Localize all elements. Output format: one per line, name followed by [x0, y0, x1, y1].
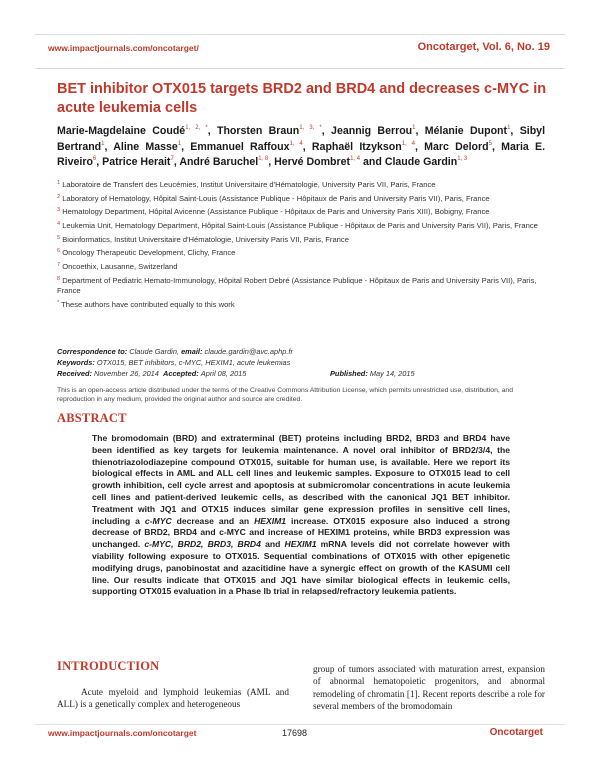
author-name: André Baruchel	[179, 156, 259, 168]
author-name: Marc Delord	[424, 140, 489, 153]
affiliation-text: Bioinformatics, Institut Universitaire d'Hématologie, University Paris VII, Paris, France	[62, 234, 349, 244]
author-name: Sibyl Bertrand	[57, 125, 546, 153]
author-affiliation-marker: 1, 4	[350, 156, 361, 162]
abstract-segment: mRNA levels did not correlate however with viability following exposure to OTX015. Sequential combinations of OTX015 with other epigenetic modifying drugs, panobinostat and azacitidine have a synergic effect on growth of the KASUMI cell line. Our results indicate that OTX015 and JQ1 have similar biological effects in leukemic cells, supporting OTX015 evaluation in a Phase Ib trial in relapsed/refractory leukemia patients.	[92, 539, 510, 597]
accepted-label: Accepted:	[163, 369, 199, 378]
author-affiliation-marker: 6	[92, 156, 97, 162]
affiliation-text: These authors have contributed equally to this work	[61, 300, 235, 309]
author-affiliation-marker: 1	[507, 125, 511, 131]
affiliation-text: Oncoethix, Lausanne, Switzerland	[62, 262, 178, 272]
affiliation-marker: 8	[57, 275, 61, 282]
abstract-segment: The bromodomain (BRD) and extraterminal (BET) proteins including BRD2, BRD3 and BRD4 have been identified as key targets for leukemia maintenance. A novel oral inhibitor of BRD2/3/4, the thienotriazolodiazepine compound OTX015, suitable for human use, is available. Here we report its biological effects in AML and ALL cell lines and leukemic samples. Exposure to OTX015 lead to cell growth inhibition, cell cycle arrest and apoptosis at submicromolar concentrations in acute leukemia cell lines and patient-derived leukemic cells, as described with the canonical JQ1 BET inhibitor. Treatment with JQ1 and OTX15 induces similar gene expression profiles in sensitive cell lines, including a	[92, 433, 510, 526]
abstract-segment: increase. OTX015 exposure also induced a strong decrease of BRD2, BRD4 and c-MYC and increase of HEXIM1 proteins, while BRD3 expression was unchanged.	[92, 515, 510, 550]
affiliation-text: Leukemia Unit, Hematology Department, Hôpital Saint-Louis (Assistance Publique - Hôpitaux de Paris and University Paris VII), Paris, France	[62, 221, 538, 231]
author-name: Mélanie Dupont	[424, 125, 508, 137]
affiliation-marker: 1	[57, 180, 61, 186]
author-affiliation-marker: 1	[101, 140, 105, 147]
affiliation-text: Department of Pediatric Hemato-Immunology, Hôpital Robert Debré (Assistance Publique - Hôpitaux de Paris and University Paris VII), Paris, France	[57, 275, 537, 296]
author-affiliation-marker: 1, 3, *	[299, 125, 322, 131]
affiliation-item	[57, 248, 547, 259]
correspondence-line	[57, 347, 547, 357]
introduction-col2-text: group of tumors associated with maturation arrest, expansion of abnormal hematopoietic progenitors, and abnormal remodeling of chromatin [1]. Recent reports describe a role for several members of the bromodomain	[313, 664, 545, 712]
page-number: 17698	[282, 728, 308, 738]
correspondence-email[interactable]: claude.gardin@avc.aphp.fr	[204, 347, 293, 356]
introduction-col1-text: Acute myeloid and lymphoid leukemias (AML and ALL) is a genetically complex and heterogeneous	[57, 687, 289, 710]
author-affiliation-marker: 1, 8	[258, 156, 269, 162]
author-name: Jeannig Berrou	[331, 125, 413, 137]
affiliation-list	[57, 180, 547, 314]
license-statement: This is an open-access article distributed under the terms of the Creative Commons Attribution License, which permits unrestricted use, distribution, and reproduction in any medium, provided the original author and source are credited.	[57, 387, 513, 403]
author-affiliation-marker: 1, 4	[289, 140, 303, 147]
abstract-segment: decrease and an	[171, 515, 255, 526]
affiliation-item	[57, 207, 547, 218]
abstract-segment: and	[260, 539, 285, 550]
affiliation-marker: 3	[57, 207, 61, 214]
affiliation-item	[57, 194, 547, 205]
abstract-gene-term: HEXIM1	[254, 515, 287, 526]
received-label: Received:	[57, 369, 92, 378]
footer-journal-name: Oncotarget	[489, 727, 543, 738]
affiliation-item	[57, 276, 547, 297]
affiliation-item	[57, 300, 547, 311]
affiliation-item	[57, 262, 547, 273]
affiliation-item	[57, 235, 547, 246]
affiliation-text: Laboratoire de Transfert des Leucémies, Institut Universitaire d'Hématologie, University Paris VII, Paris, France	[62, 180, 436, 189]
author-affiliation-marker: 1	[177, 140, 182, 147]
article-title: BET inhibitor OTX015 targets BRD2 and BRD4 and decreases c-MYC in acute leukemia cells	[57, 81, 547, 116]
keywords-line	[57, 358, 547, 368]
author-affiliation-marker: 1, 3	[457, 156, 468, 162]
affiliation-text: Hematology Department, Hôpital Avicenne (Assistance Publique - Hôpitaux de Paris and University Paris XIII), Bobigny, France	[62, 207, 490, 217]
published-date: May 14, 2015	[369, 369, 415, 378]
author-name: Thorsten Braun	[216, 125, 300, 137]
email-label: email:	[181, 347, 203, 356]
author-name: Patrice Herait	[102, 156, 171, 168]
abstract-gene-term: HEXIM1	[284, 539, 317, 550]
keywords-label: Keywords:	[57, 358, 95, 367]
author-name: Marie-Magdelaine Coudé	[57, 125, 186, 137]
author-name: Maria E. Riveiro	[57, 140, 546, 168]
introduction-heading: INTRODUCTION	[57, 659, 160, 673]
footer-divider	[35, 724, 565, 725]
affiliation-marker: 2	[57, 193, 61, 200]
author-name: Aline Masse	[113, 140, 178, 153]
affiliation-marker: 7	[57, 262, 61, 269]
correspondence-name: Claude Gardin,	[129, 347, 179, 356]
published-label: Published:	[330, 369, 368, 378]
abstract-heading: ABSTRACT	[57, 411, 127, 425]
author-affiliation-marker: 7	[170, 156, 174, 162]
author-affiliation-marker: 1	[412, 125, 416, 131]
affiliation-text: Oncology Therapeutic Development, Clichy, France	[62, 248, 236, 258]
abstract-text	[92, 433, 510, 598]
author-name: Claude Gardin	[384, 156, 458, 168]
author-affiliation-marker: 5	[488, 140, 492, 147]
author-affiliation-marker: 1, 4	[401, 140, 415, 147]
received-date: November 26, 2014	[93, 369, 159, 378]
abstract-gene-term: c-MYC	[144, 515, 172, 526]
author-name: Hervé Dombret	[274, 156, 351, 168]
accepted-date: April 08, 2015	[200, 369, 247, 378]
abstract-gene-term: c-MYC, BRD2, BRD3, BRD4	[144, 539, 261, 550]
affiliation-marker: 5	[57, 234, 61, 241]
author-affiliation-marker: 1, 2, *	[185, 125, 208, 131]
correspondence-label: Correspondence to:	[57, 347, 128, 356]
author-name: Raphaël Itzykson	[311, 140, 402, 153]
header-journal-url[interactable]: www.impactjournals.com/oncotarget/	[48, 43, 199, 53]
affiliation-marker: *	[57, 300, 60, 306]
author-list: Marie-Magdelaine Coudé$^{1, 2, *}$, Thorsten Braun$^{1, 3, *}$, Jeannig Berrou$^1$, Mélanie Dupont$^1$, Sibyl Bertrand$^1$, Aline Masse$^1$, Emmanuel Raffoux$^{1, 4}$, Raphaël Itzykson$^{1, 4}$, Marc Delord$^5$, Maria E. Riveiro$^6$, Patrice Herait$^7$, André Baruchel$^{1, 8}$, Hervé Dombret$^{1, 4}$ and Claude Gardin$^{1, 3}$	[57, 125, 546, 168]
header-journal-citation: Oncotarget, Vol. 6, No. 19	[417, 41, 550, 53]
affiliation-marker: 4	[57, 221, 61, 228]
keywords-text: OTX015, BET inhibitors, c-MYC, HEXIM1, acute leukemias	[96, 358, 291, 367]
affiliation-text: Laboratory of Hematology, Hôpital Saint-Louis (Assistance Publique - Hôpitaux de Paris and University Paris VII), Paris, France	[62, 193, 490, 203]
affiliation-item	[57, 180, 547, 191]
affiliation-item	[57, 221, 547, 232]
footer-journal-url[interactable]: www.impactjournals.com/oncotarget	[48, 728, 197, 738]
author-name: Emmanuel Raffoux	[190, 140, 290, 153]
affiliation-marker: 6	[57, 248, 61, 255]
